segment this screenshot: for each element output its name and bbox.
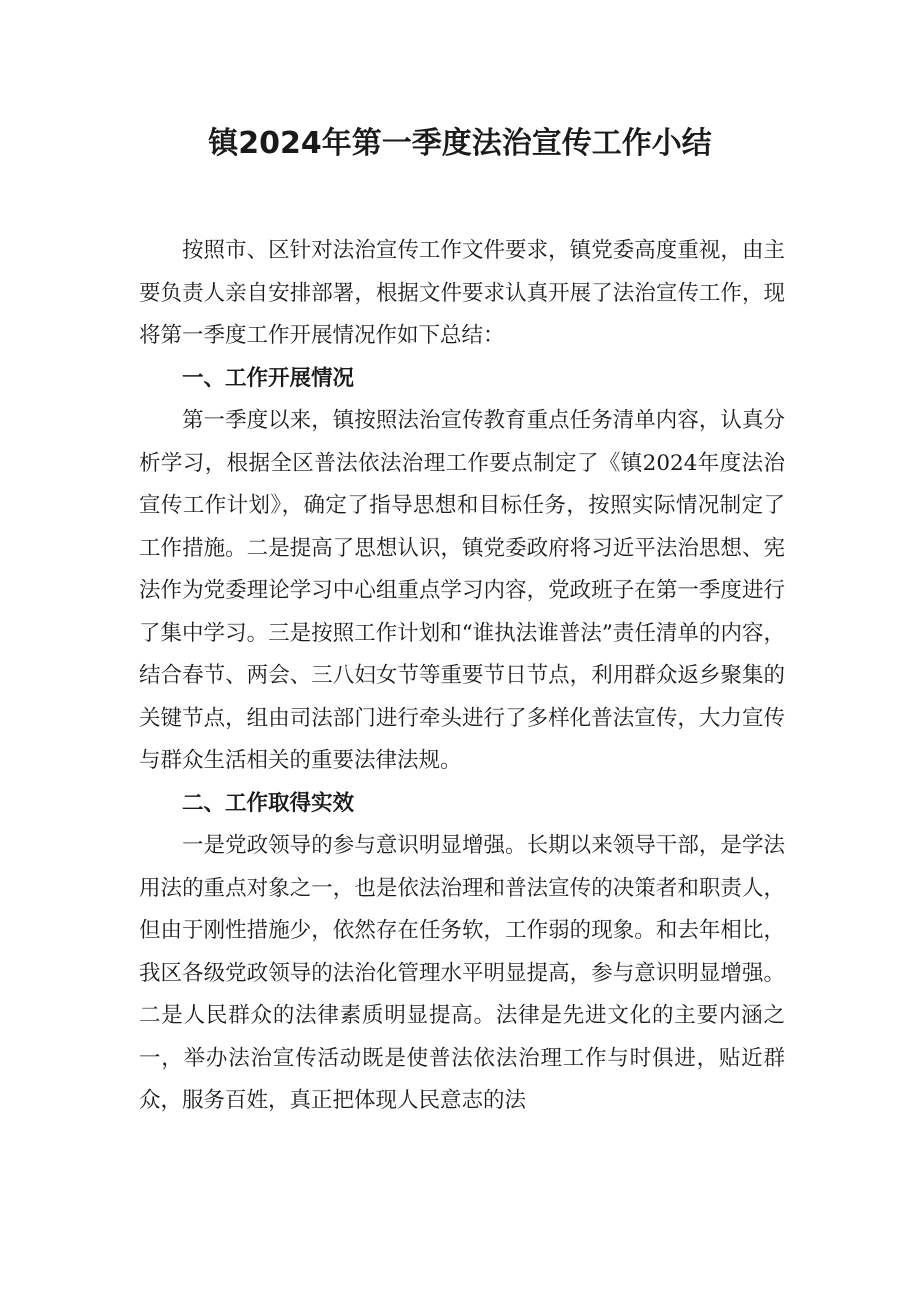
document-body	[139, 230, 785, 1123]
intro-paragraph: 按照市、区针对法治宣传工作文件要求，镇党委高度重视，由主要负责人亲自安排部署，根据文件要求认真开展了法治宣传工作，现将第一季度工作开展情况作如下总结：	[139, 238, 785, 348]
section-paragraph-work-progress: 第一季度以来，镇按照法治宣传教育重点任务清单内容，认真分析学习，根据全区普法依法治理工作要点制定了《镇2024年度法治宣传工作计划》，确定了指导思想和目标任务，按照实际情况制定了工作措施。二是提高了思想认识，镇党委政府将习近平法治思想、宪法作为党委理论学习中心组重点学习内容，党政班子在第一季度进行了集中学习。三是按照工作计划和“谁执法谁普法”责任清单的内容，结合春节、两会、三八妇女节等重要节日节点，利用群众返乡聚集的关键节点，组由司法部门进行牵头进行了多样化普法宣传，大力宣传与群众生活相关的重要法律法规。	[139, 408, 785, 773]
document-title: 镇2024年第一季度法治宣传工作小结	[208, 126, 712, 161]
section-heading-work-progress: 一、工作开展情况	[182, 365, 355, 391]
section-heading-work-results: 二、工作取得实效	[182, 790, 355, 816]
section-paragraph-work-results: 一是党政领导的参与意识明显增强。长期以来领导干部，是学法用法的重点对象之一，也是依法治理和普法宣传的决策者和职责人，但由于刚性措施少，依然存在任务软，工作弱的现象。和去年相比，我区各级党政领导的法治化管理水平明显提高，参与意识明显增强。二是人民群众的法律素质明显提高。法律是先进文化的主要内涵之一，举办法治宣传活动既是使普法依法治理工作与时俱进，贴近群众，服务百姓，真正把体现人民意志的法	[139, 833, 785, 1113]
